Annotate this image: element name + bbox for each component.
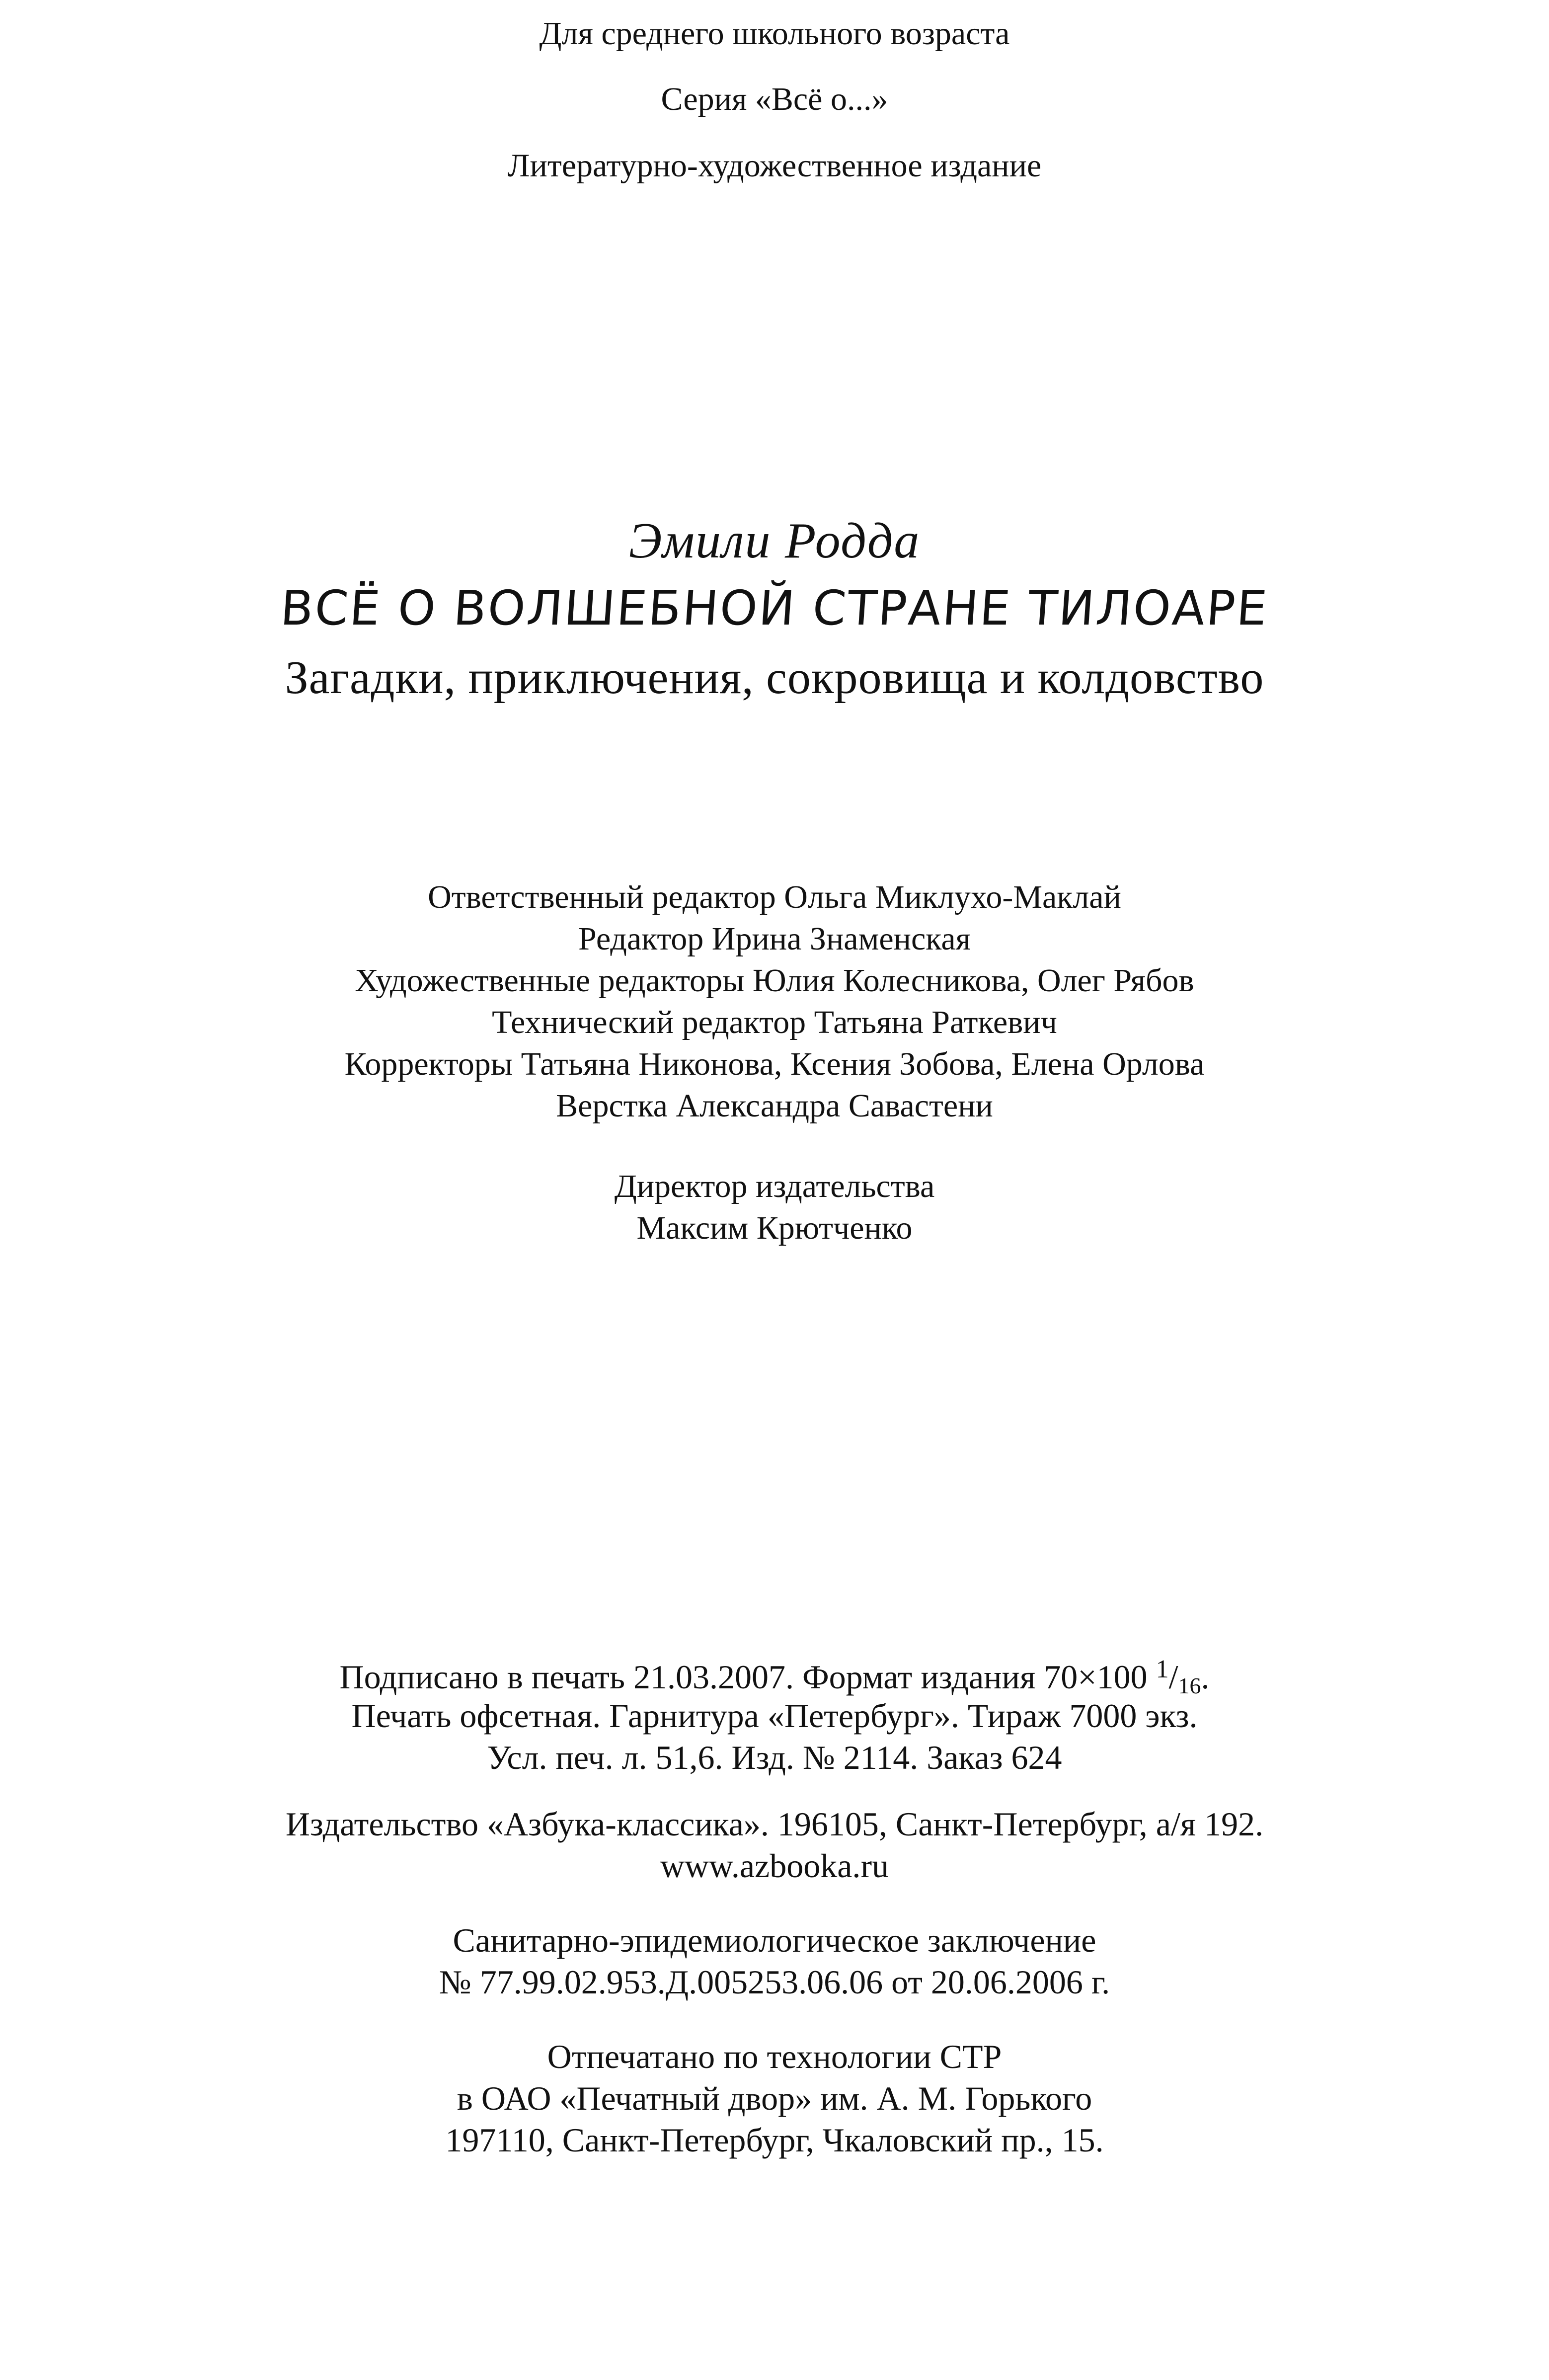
sheets-details: Усл. печ. л. 51,6. Изд. № 2114. Заказ 624 xyxy=(487,1739,1062,1776)
sanitary-number: № 77.99.02.953.Д.005253.06.06 от 20.06.2006 г. xyxy=(439,1963,1110,2001)
signed-suffix: . xyxy=(1201,1658,1210,1696)
credit-line: Корректоры Татьяна Никонова, Ксения Зобова, Елена Орлова xyxy=(344,1046,1205,1082)
printer-line: Отпечатано по технологии CTP xyxy=(547,2038,1002,2075)
signed-line: Подписано в печать 21.03.2007. Формат издания 70×100 $^1$/16. xyxy=(339,1655,1210,1698)
author-name: Эмили Родда xyxy=(628,513,921,569)
publisher-website: www.azbooka.ru xyxy=(660,1847,889,1885)
credit-line: Редактор Ирина Знаменская xyxy=(578,921,971,957)
book-subtitle: Загадки, приключения, сокровища и колдовство xyxy=(285,652,1264,704)
credit-line: Ответственный редактор Ольга Миклухо-Маклай xyxy=(428,879,1121,915)
printer-line: 197110, Санкт-Петербург, Чкаловский пр., 15. xyxy=(445,2121,1104,2159)
series-name: Серия «Всё о...» xyxy=(661,81,888,117)
printer-line: в ОАО «Печатный двор» им. А. М. Горького xyxy=(457,2079,1092,2117)
format-numerator: 1 xyxy=(1156,1655,1169,1683)
publisher-address: Издательство «Азбука-классика». 196105, Санкт-Петербург, а/я 192. xyxy=(285,1805,1264,1843)
signed-text: Подписано в печать 21.03.2007. Формат издания 70×100 xyxy=(339,1658,1148,1696)
credit-line: Технический редактор Татьяна Раткевич xyxy=(492,1004,1057,1040)
audience-note: Для среднего школьного возраста xyxy=(539,15,1010,52)
print-details: Печать офсетная. Гарнитура «Петербург». Тираж 7000 экз. xyxy=(351,1697,1198,1735)
director-label: Директор издательства xyxy=(614,1168,935,1204)
director-name: Максим Крютченко xyxy=(636,1210,913,1246)
book-title: ВСЁ О ВОЛШЕБНОЙ СТРАНЕ ТИЛОАРЕ xyxy=(279,580,1270,636)
edition-type: Литературно-художественное издание xyxy=(507,148,1042,184)
credit-line: Художественные редакторы Юлия Колесникова, Олег Рябов xyxy=(355,962,1194,999)
format-denominator: 16 xyxy=(1178,1673,1201,1698)
credit-line: Верстка Александра Савастени xyxy=(556,1088,993,1124)
sanitary-label: Санитарно-эпидемиологическое заключение xyxy=(453,1921,1096,1959)
